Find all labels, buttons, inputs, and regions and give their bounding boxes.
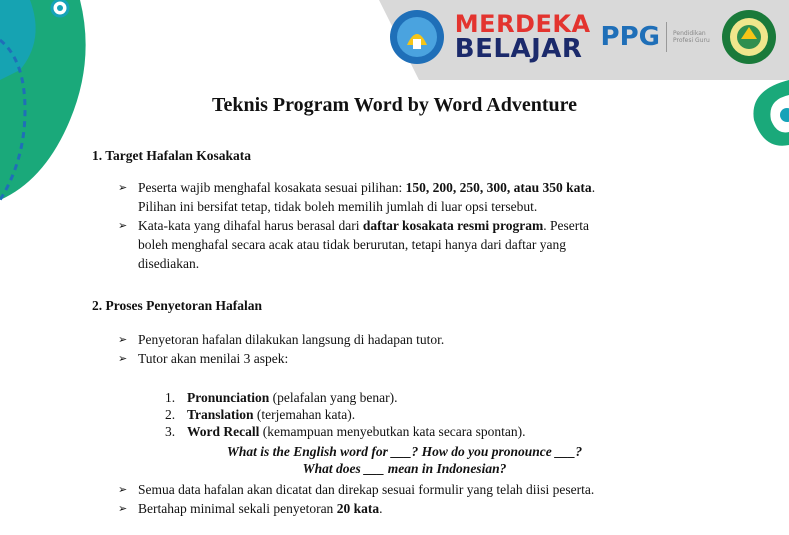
list-item: ➢ Penyetoran hafalan dilakukan langsung di hadapan tutor. xyxy=(118,332,445,347)
example-question-2: What does ___ mean in Indonesian? xyxy=(302,461,507,476)
ppg-text: PPG xyxy=(600,22,660,52)
section-2-list-bottom xyxy=(118,480,594,518)
aspect-item-translation: 2. Translation (terjemahan kata). xyxy=(165,407,356,422)
page-title: Teknis Program Word by Word Adventure xyxy=(211,94,578,116)
assessment-aspects-list xyxy=(165,389,526,440)
section-1-heading: 1. Target Hafalan Kosakata xyxy=(92,148,252,163)
list-item: ➢ Kata-kata yang dihafal harus berasal dari daftar kosakata resmi program. Peserta boleh menghafal secara acak atau tidak berurutan, tetapi hanya dari daftar yang disediakan. xyxy=(118,218,590,271)
arrow-bullet-icon: ➢ xyxy=(118,483,128,496)
logo-bar xyxy=(389,6,777,68)
arrow-bullet-icon: ➢ xyxy=(118,502,128,515)
section-1-list xyxy=(118,178,595,273)
university-emblem-logo xyxy=(721,9,777,65)
arrow-bullet-icon: ➢ xyxy=(118,352,128,365)
belajar-text: BELAJAR xyxy=(454,34,583,64)
tut-wuri-handayani-logo xyxy=(389,9,445,65)
ppg-subtext: Pendidikan Profesi Guru xyxy=(673,29,710,44)
section-2-list-top xyxy=(118,330,444,368)
list-item: ➢ Bertahap minimal sekali penyetoran 20 kata. xyxy=(118,501,383,516)
list-item: ➢ Semua data hafalan akan dicatat dan direkap sesuai formulir yang telah diisi peserta. xyxy=(118,482,595,497)
list-item: ➢ Peserta wajib menghafal kosakata sesuai pilihan: 150, 200, 250, 300, atau 350 kata. Pilihan ini bersifat tetap, tidak boleh memilih jumlah di luar opsi tersebut. xyxy=(118,180,596,214)
merdeka-text: MERDEKA xyxy=(454,10,591,38)
arrow-bullet-icon: ➢ xyxy=(118,219,128,232)
example-question-1: What is the English word for ___? How do you pronounce ___? xyxy=(226,444,583,459)
arrow-bullet-icon: ➢ xyxy=(118,333,128,346)
arrow-bullet-icon: ➢ xyxy=(118,181,128,194)
merdeka-belajar-logo xyxy=(455,12,591,62)
ppg-logo xyxy=(601,22,711,52)
list-item: ➢ Tutor akan menilai 3 aspek: xyxy=(118,351,289,366)
section-2-heading: 2. Proses Penyetoran Hafalan xyxy=(92,298,262,313)
ppg-divider xyxy=(666,22,667,52)
aspect-item-pronunciation: 1. Pronunciation (pelafalan yang benar). xyxy=(165,390,398,405)
aspect-item-word-recall: 3. Word Recall (kemampuan menyebutkan kata secara spontan). xyxy=(165,424,526,439)
